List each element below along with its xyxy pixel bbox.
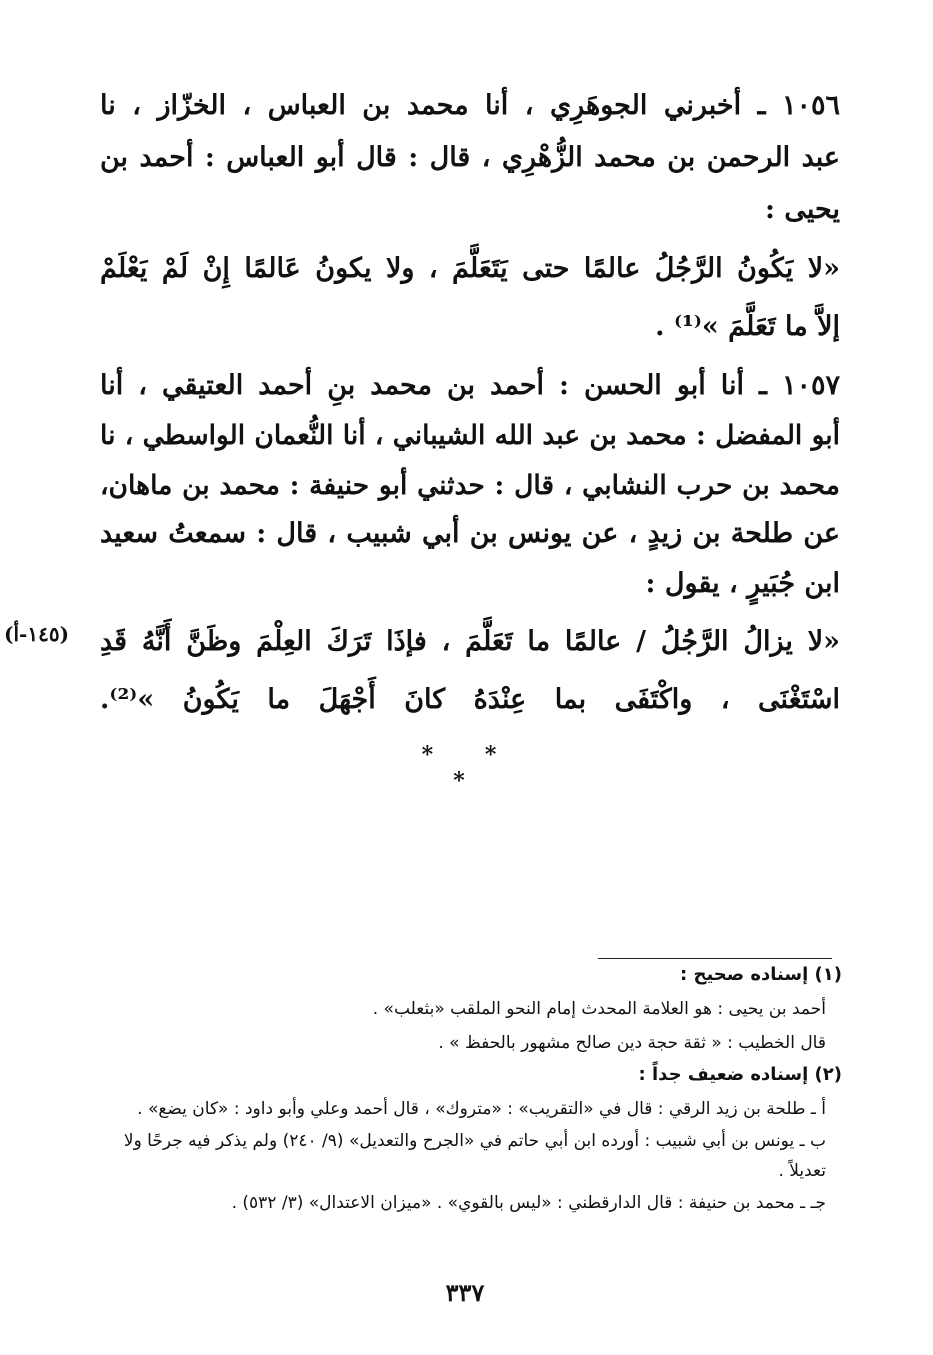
footnote-2-line-a: أ ـ طلحة بن زيد الرقي : قال في «التقريب» : «متروك» ، قال أحمد وعلي وأبو داود : «كان يضع» . <box>137 1099 826 1119</box>
footnotes <box>100 962 842 1222</box>
text-line-11: «لا يزالُ الرَّجُلُ / عالمًا ما تَعَلَّمَ ، فإذَا تَرَكَ العِلْمَ وظَنَّ أَنَّهُ قَدِ <box>100 626 840 657</box>
text-line-10: ابن جُبَيرٍ ، يقول : <box>645 568 840 599</box>
text-line-3: يحيى : <box>765 194 840 225</box>
text-line-8: محمد بن حرب النشابي ، قال : حدثني أبو حنيفة : محمد بن ماهان، <box>100 470 840 501</box>
footnote-divider <box>598 958 832 959</box>
text-line-1: ١٠٥٦ ـ أخبرني الجوهَرِي ، أنا محمد بن العباس ، الخزّاز ، نا <box>100 90 840 121</box>
text-line-12: اسْتَغْنَى ، واكْتَفَى بما عِنْدَهُ كانَ أَجْهَلَ ما يَكُونُ »⁽²⁾. <box>100 684 840 715</box>
footnote-2-line-c: جـ ـ محمد بن حنيفة : قال الدارقطني : «ليس بالقوي» . «ميزان الاعتدال» (٣/ ٥٣٢) . <box>231 1193 826 1213</box>
text-line-5: إلاَّ ما تَعَلَّمَ »⁽¹⁾ . <box>655 311 840 342</box>
text-line-2: عبد الرحمن بن محمد الزُّهْرِي ، قال : قال أبو العباس : أحمد بن <box>100 142 840 173</box>
main-text <box>100 68 840 768</box>
footnote-2-line-b-cont: تعديلاً . <box>778 1161 826 1181</box>
margin-folio-reference: (١٤٥-أ) <box>4 622 70 646</box>
text-line-4: «لا يَكُونُ الرَّجُلُ عالمًا حتى يَتَعَلَّمَ ، ولا يكونُ عَالمًا إِنْ لَمْ يَعْلَمْ <box>100 253 840 284</box>
footnote-2-line-b: ب ـ يونس بن أبي شبيب : أورده ابن أبي حاتم في «الجرح والتعديل» (٩/ ٢٤٠) ولم يذكر فيه جرحًا ولا <box>123 1131 826 1151</box>
footnote-1-line-1: أحمد بن يحيى : هو العلامة المحدث إمام النحو الملقب «بثعلب» . <box>372 999 826 1019</box>
text-line-6: ١٠٥٧ ـ أنا أبو الحسن : أحمد بن محمد بنِ أحمد العتيقي ، أنا <box>100 370 840 401</box>
footnote-2-heading: (٢) إسناده ضعيف جداً : <box>638 1064 842 1085</box>
footnote-1-heading: (١) إسناده صحيح : <box>680 964 842 985</box>
text-line-7: أبو المفضل : محمد بن عبد الله الشيباني ، أنا النُّعمان الواسطي ، نا <box>100 420 840 451</box>
text-line-9: عن طلحة بن زيدٍ ، عن يونس بن أبي شبيب ، قال : سمعتُ سعيد <box>100 518 840 549</box>
footnote-1-line-2: قال الخطيب : « ثقة حجة دين صالح مشهور بالحفظ » . <box>438 1033 826 1053</box>
page-number: ٣٣٧ <box>445 1278 485 1307</box>
section-separator: * * * <box>421 742 519 794</box>
